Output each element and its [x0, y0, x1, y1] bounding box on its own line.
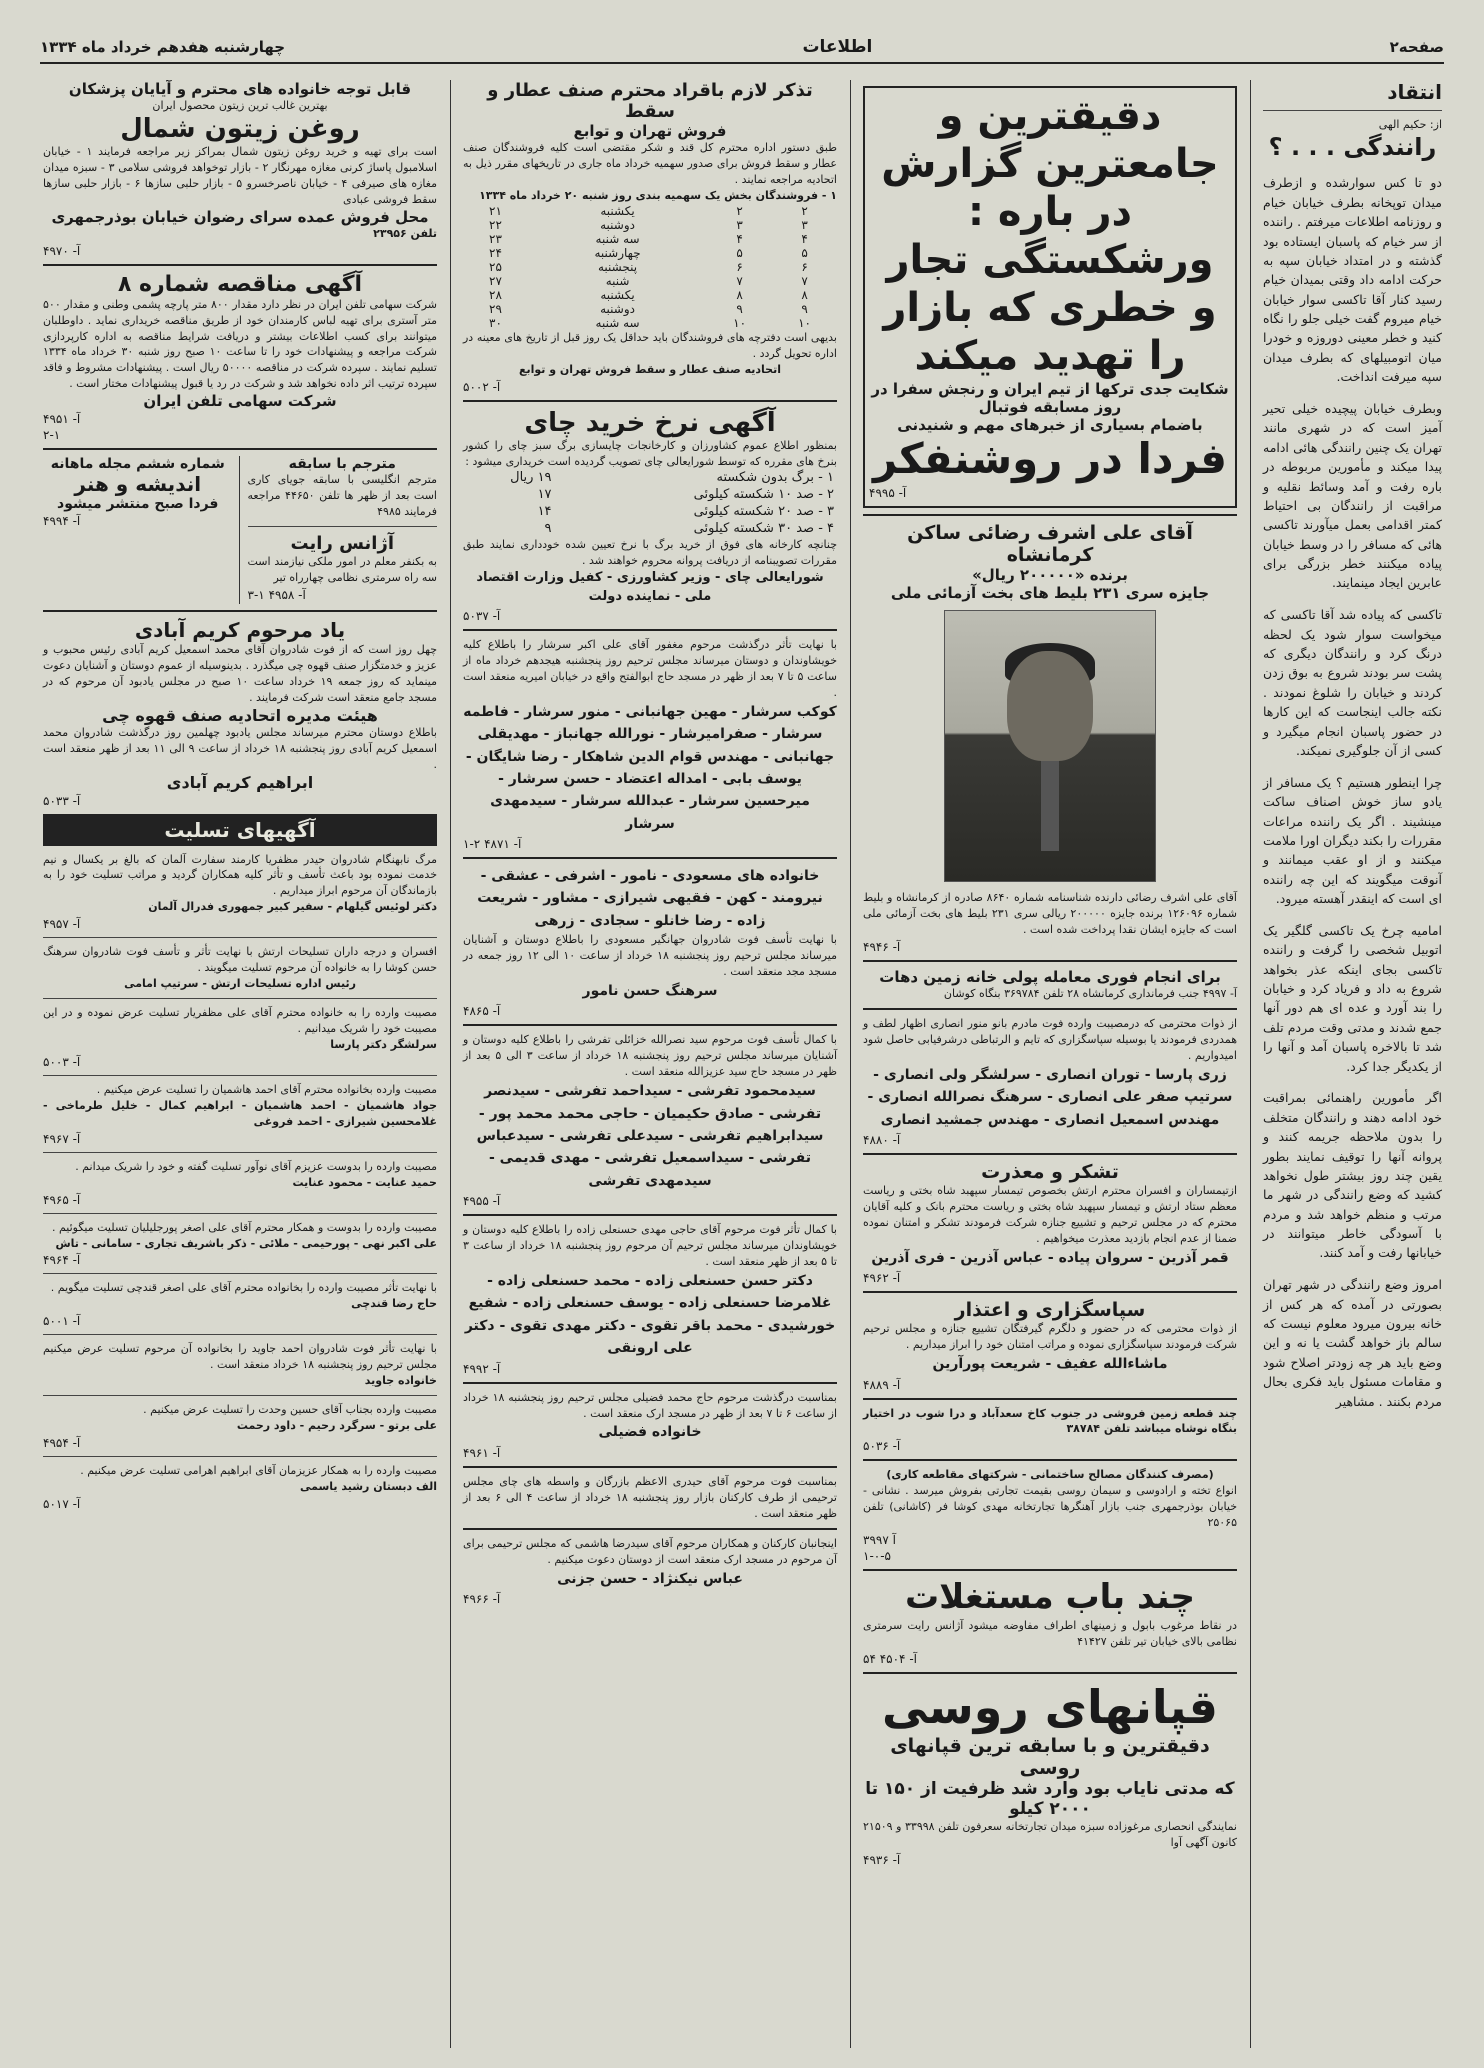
section-title: انتقاد	[1387, 80, 1442, 104]
lottery-caption: آقای علی اشرف رضائی دارنده شناسنامه شماره ۸۶۴۰ صادره از کرمانشاه و بلیط شماره ۱۲۶۰۹۶ برنده جایزه ۲۰۰۰۰۰ ریالی سری ۲۳۱ بلیط های بخت آزمائی ملی است که جایزه ایشان نقدا پرداخت شده است .	[863, 891, 1238, 937]
winner-photo	[944, 610, 1156, 882]
estate-title: چند باب مستغلات	[904, 1577, 1196, 1618]
scales-contact: نمایندگی انحصاری مرغوزاده سبزه میدان تجارتخانه سعرفون تلفن ۳۳۹۹۸ و ۲۱۵۰۹ کانون آگهی آوا	[863, 1820, 1237, 1849]
lottery-series: جایزه سری ۲۳۱ بلیط های بخت آزمائی ملی	[890, 584, 1210, 603]
condolence-text: با نهایت تأثر مصیبت وارده را بخانواده محترم آقای علی اصغر قندچی تسلیت میگویم .	[50, 1281, 437, 1295]
translator-title: مترجم با سابقه	[288, 456, 396, 473]
memorial-signature: ابراهیم کریم آبادی	[166, 772, 314, 792]
tea-signature: شورایعالی چای - وزیر کشاورزی - کفیل وزارت اقتصاد ملی - نماینده دولت	[476, 570, 824, 605]
ad-code: آ- ۴۵۰۴ ۵۴	[863, 1651, 917, 1666]
condolence-signature: دکتر لوئیس گیلهام - سفیر کبیر جمهوری فدرال آلمان	[148, 900, 437, 914]
obituary-names: سیدمحمود تفرشی - سیداحمد تفرشی - سیدنصر تفرشی - صادق حکیمیان - حاجی محمد محمد پور - سیدابراهیم تفرشی - سیدعلی تفرشی - سیدعباس تفرشی - سیداسمعیل تفرشی - مهدی قدیمی - سیدمهدی تفرشی	[476, 1083, 824, 1189]
tender-signature: شرکت سهامی تلفن ایران	[143, 392, 337, 411]
ad-footer: فردا در روشنفکر	[872, 434, 1228, 483]
tea-note: چنانچه کارخانه های فوق از خرید برگ با نرخ تعیین شده خودداری نمایند طبق مقررات تصویبنامه از دریافت پروانه محروم خواهند شد .	[463, 538, 837, 568]
obituary-text: بمناسبت فوت مرحوم آقای حیدری الاعظم بازرگان و واسطه های چای مجلس ترحیمی از طرف کارکنان بازار روز پنجشنبه ۱۸ خرداد از ساعت ۴ الی ۶ بعد از ظهر منعقد است .	[463, 1474, 837, 1520]
ad-code: آ- ۴۹۵۱	[43, 412, 81, 427]
olive-phone: تلفن ۲۳۹۵۶	[373, 226, 437, 240]
table-row: ۱۰ ۱۰ سه شنبه ۳۰	[489, 315, 811, 330]
column-rule	[450, 80, 451, 2048]
table-row: ۸ ۸ یکشنبه ۲۸	[489, 287, 808, 302]
subheadline: شکایت جدی ترکها از تیم ایران و رنجش سفرا در روز مسابقه فوتبال	[871, 380, 1229, 416]
sale-title: برای انجام فوری معامله پولی خانه زمین دهات	[879, 968, 1221, 987]
ad-code: آ- ۵۰۰۱	[43, 1314, 81, 1329]
condolence-text: مرگ نابهنگام شادروان حیدر مظفریا کارمند سفارت آلمان که بالغ بر یکسال و نیم خدمت نموده بود باعث تأسف و تأثر کلیه همکاران گردید و مراتب تسلیت خود را به بازماندگان آن مرحوم ابراز میداریم .	[43, 852, 437, 898]
condolence-text: مصیبت وارده را بدوست و همکار محترم آقای علی اصغر پورجلیلیان تسلیت میگوئیم .	[51, 1220, 437, 1234]
ad-code: آ- ۵۰۰۲	[463, 379, 501, 394]
table-row: ۱ - برگ بدون شکسته ۱۹ ریال	[510, 470, 834, 486]
estate-text: در نقاط مرغوب بابول و زمینهای اطراف مفاوضه میشود آژانس رایت سرمتری نظامی بالای خیابان تیر تلفن ۴۱۴۲۷	[863, 1618, 1237, 1648]
article-title: رانندگی . . . ؟	[1268, 132, 1437, 161]
tea-price-table	[463, 469, 837, 537]
ad-code: آ- ۴۹۹۲	[463, 1361, 501, 1376]
condolence-text: مصیبت وارده را به خانواده محترم آقای علی مظفریار تسلیت عرض نموده و در این مصیبت خود را شریک میدانیم .	[43, 1006, 437, 1035]
tender-text: شرکت سهامی تلفن ایران در نظر دارد مقدار ۸۰۰ متر پارچه پشمی وطنی و مقدار ۵۰۰ متر آستری برای تهیه لباس کارمندان خود از طریق مناقصه خریداری نماید . داوطلبان میتوانند برای کسب اطلاعات بیشتر و دریافت شرایط مناقصه به اداره کارپردازی شرکت مراجعه و پیشنهادات خود را تا ساعت ۱۰ صبح روز شنبه ۳۰ خرداد ماه ۱۳۳۴ تسلیم نمایند . سپرده شرکت در مناقصه ۵۰۰۰۰ ریال است . پیشنهادات مشروط و فاقد سپرده ترتیب اثر داده نخواهد شد و شرکت در رد یا قبول پیشنهادات مختار است .	[43, 297, 438, 391]
scales-text: که مدتی نایاب بود وارد شد ظرفیت از ۱۵۰ تا ۲۰۰۰ کیلو	[865, 1779, 1235, 1820]
agency-text: به بکنفر معلم در امور ملکی نیازمند است سه راه سرمتری نظامی چهارراه تیر	[247, 555, 437, 584]
column-critique	[1255, 80, 1450, 2048]
ad-code: آ- ۴۹۵۷	[43, 917, 81, 932]
table-row: ۳ - صد ۲۰ شکسته کیلوئی ۱۴	[537, 504, 834, 520]
translator-ad	[248, 456, 438, 604]
table-row: ۴ - صد ۳۰ شکسته کیلوئی ۹	[544, 521, 834, 537]
small-ads-row	[43, 456, 437, 604]
table-row: ۲ ۲ یکشنبه ۲۱	[489, 203, 808, 218]
table-row: ۴ ۴ سه شنبه ۲۳	[489, 231, 808, 246]
memorial-text: چهل روز است که از فوت شادروان آقای محمد اسمعیل کریم آبادی رئیس محبوب و عزیز و خدمتگزار صنف قهوه چی میگذرد . بدینوسیله از عموم دوستان و آشنایان دعوت مینماید که روز جمعه ۱۹ خرداد ساعت ۱۰ صبح در مجلس یادبود آن مرحوم که در مسجد جامع منعقد است شرکت فرمایند .	[43, 642, 437, 704]
ad-code: آ- ۴۹۳۶	[863, 1852, 901, 1867]
ad-code: آ- ۴۹۶۴	[43, 1253, 81, 1268]
rowshanfekr-ad	[863, 86, 1237, 508]
condolence-text: مصیبت وارده را به همکار عزیزمان آقای ابراهیم اهرامی تسلیت عرض میکنیم .	[80, 1464, 437, 1477]
ad-code: آ- ۵۰۳۷	[463, 609, 501, 623]
condolence-text: مصیبت وارده را بدوست عزیزم آقای نوآور تسلیت گفته و خود را شریک میدانم .	[75, 1159, 437, 1173]
headline: دقیقترین و جامعترین گزارش در باره : ورشکستگی تجار و خطری که بازار را تهدید میکند	[881, 93, 1219, 379]
ad-code: ۲-۱	[43, 428, 61, 443]
condolence-text: افسران و درجه داران تسلیحات ارتش با نهایت تأثر و تأسف فوت شادروان سرهنگ حسن کوشا را به خانواده آن مرحوم تسلیت میگویند .	[43, 945, 437, 975]
olive-title: قابل توجه خانواده های محترم و آیایان پزشکان	[68, 80, 412, 98]
issue-date: چهارشنبه هفدهم خرداد ماه ۱۳۳۴	[40, 38, 286, 56]
table-row: ۲ - صد ۱۰ شکسته کیلوئی ۱۷	[537, 487, 834, 503]
ad-code: آ- ۴۹۵۴	[43, 1436, 81, 1450]
thanks-names: زری پارسا - توران انصاری - سرلشگر ولی انصاری - سرتیپ صفر علی انصاری - سرهنگ نصرالله انصاری - مهندس اسمعیل انصاری - مهندس جمشید انصاری	[867, 1066, 1233, 1128]
olive-brand: روغن زیتون شمال	[120, 113, 360, 144]
memorial-title: یاد مرحوم کریم آبادی	[134, 617, 346, 642]
ad-code: آ- ۴۸۷۱ ۲-۱	[463, 837, 522, 852]
ad-code: آ- ۴۹۶۷	[43, 1131, 81, 1146]
paper-name: اطلاعات	[802, 37, 873, 57]
table-row: ۳ ۳ دوشنبه ۲۲	[489, 217, 808, 232]
obituary-signature: خانواده فضیلی	[598, 1424, 702, 1441]
tea-text: بمنظور اطلاع عموم کشاورزان و کارخانجات چایسازی برگ سبز چای را کشور بنرخ های مقرره که توسط شورایعالی چای تصویب گردیده است خریداری میشود :	[463, 438, 837, 468]
ad-code: آ- ۵۰۱۷	[43, 1496, 81, 1511]
article-paragraph: اگر مأمورین راهنمائی بمراقبت خود ادامه دهند و رانندگان متخلف را بدون ملاحظه جریمه کنند و پروانه آنها را توقیف نمایند بطور یقین چند روز بیشتر طول نخواهد کشید که وضع رانندگی در شهر ما مرتب و منظم خواهد شد و مردم با آسودگی خاطر میتوانند در خیابانها رفت و آمد کنند.	[1263, 1090, 1442, 1261]
obituary-names: کوکب سرشار - مهین جهانبانی - منور سرشار - فاطمه سرشار - صفرامیرشار - نورالله جهانباز - مهدیقلی جهانبانی - مهندس قوام الدین شاهکار - رضا شایگان - یوسف بابی - امداله اعتضاد - حسن سرشار - میرحسین سرشار - عبدالله سرشار - سیدمهدی سرشار	[463, 703, 837, 832]
materials-text: انواع تخته و ارادوسی و سیمان روسی بقیمت تجارتی بفروش میرسد . نشانی - خیابان بوذرجمهری جنب بازار آهنگرها تجارتخانه مهدی کوشا فر (کاشانی) تلفن ۲۵۰۶۵	[863, 1484, 1237, 1530]
condolence-signature: حاج رضا قندچی	[351, 1297, 437, 1311]
thanks-title: تشکر و معذرت	[981, 1161, 1119, 1184]
column-rule	[1250, 80, 1251, 2048]
ad-code: آ- ۴۸۶۵	[463, 1004, 501, 1019]
article-paragraph: تاکسی که پیاده شد آقا تاکسی که میخواست سوار شود یک لحظه درنگ کرد و رانندگان دیگری که پشت سر بودند شروع به بوق زدن کردند و خیابان را شلوغ نمودند . نکته جالب اینجاست که این کارها در حضور پاسبان انجام میگیرد و کسی از آن جلوگیری نمیکند.	[1263, 607, 1442, 758]
table-row: ۹ ۹ دوشنبه ۲۹	[489, 301, 808, 316]
olive-subtitle: بهترین غالب ترین زیتون محصول ایران	[152, 99, 328, 112]
olive-text: است برای تهیه و خرید روغن زیتون شمال بمراکز زیر مراجعه فرمایند ۱ - خیابان اسلامبول پاساژ کرنی مغازه مهرنگار ۲ - بازار توخواهد فروشی سلامی ۳ - سبزه میدان مغازه های صیرفی ۴ - خیابان ناصرخسرو ۵ - بازار حلبی سازها ۶ - بازار حلبی سازها سقط فروشی عبادی	[43, 144, 437, 206]
schedule-note: بدیهی است دفترچه های فروشندگان باید حداقل یک روز قبل از تاریخ های معینه در اداره تحویل گردد .	[463, 330, 837, 360]
column-ads-right	[855, 80, 1245, 2048]
column-ads-left	[35, 80, 445, 2048]
ad-code: آ- ۵۰۳۳	[43, 793, 81, 808]
condolence-signature: حمید عنایت - محمود عنایت	[292, 1175, 437, 1189]
reminder-subtitle: فروش تهران و توابع	[573, 122, 727, 140]
lottery-title: آقای علی اشرف رضائی ساکن کرمانشاه	[907, 522, 1193, 567]
obituary-text: با کمال تأسف فوت مرحوم سید نصرالله خزائلی تفرشی را باطلاع کلیه دوستان و آشنایان میرساند مجلس ترحیم روز پنجشنبه ۱۸ خرداد از ساعت ۳ الی ۵ بعد از ظهر در مسجد حاج سید عزیزالله منعقد است .	[463, 1033, 837, 1079]
schedule-table	[463, 204, 837, 330]
column-rule	[850, 80, 851, 2048]
obituary-signature: عباس نیکنژاد - حسن جزنی	[557, 1570, 743, 1587]
ad-code: آ- ۴۹۹۴	[43, 514, 81, 529]
lottery-prize: برنده «۲۰۰۰۰۰ ریال»	[972, 566, 1128, 585]
schedule-header: ۱ - فروشندگان بخش یک سهمیه بندی روز شنبه ۲۰ خرداد ماه ۱۳۳۴	[479, 188, 837, 202]
ad-code: آ- ۴۹۴۶	[863, 940, 901, 955]
ad-code: آ- ۴۹۶۲	[863, 1271, 901, 1286]
article-paragraph: امروز وضع رانندگی در شهر تهران بصورتی در آمده که هر کس از خانه بیرون میرود معلوم نیست که سالم باز خواهد گشت یا نه و این وضع باید هر چه زودتر اصلاح شود و مقامات مسئول باید فکری بحال مردم بکنند . مشاهیر	[1263, 1277, 1442, 1409]
ad-code: آ- ۴۹۷۰	[43, 243, 81, 258]
tender-title: آگهی مناقصه شماره ۸	[117, 271, 363, 297]
magazine-title: شماره ششم مجله ماهانه	[50, 456, 225, 473]
memorial-text: باطلاع دوستان محترم میرساند مجلس یادبود چهلمین روز درگذشت شادروان محمد اسمعیل کریم آبادی روز پنجشنبه ۱۸ خرداد از ساعت ۹ الی ۱۱ بعد از ظهر منعقد است .	[43, 725, 437, 771]
obituary-text: بمناسبت درگذشت مرحوم حاج محمد فضیلی مجلس ترحیم روز پنجشنبه ۱۸ خرداد از ساعت ۶ تا ۷ بعد از ظهر در مسجد ارک منعقد است .	[463, 1390, 837, 1420]
translator-text: مترجم انگلیسی با سابقه جویای کاری است بعد از ظهر ها تلفن ۴۴۶۵۰ مراجعه فرمایند ۴۹۸۵	[247, 473, 437, 519]
article-paragraph: دو تا کس سوارشده و ازطرف میدان توپخانه بطرف خیابان خیام و روزنامه اطلاعات میرفتم . راننده از سر خیام که پاسبان ایستاده بود گذشته و در امتداد خیابان سپه به حرکت ادامه داد وقتی بمیدان خیام رسید کنار آقا تاکسی سوار خیابان خیام میروم گفت خیلی جلو را نگاه کنید و خطر معینی دوروزه و خودرا میان اتومبیلهای که بطرف میدان سپه میرفت انداخت.	[1263, 175, 1442, 385]
thanks-names: ماشاءالله عفیف - شریعت پورآرین	[932, 1356, 1168, 1373]
magazine-ad	[43, 456, 240, 604]
olive-center: محل فروش عمده سرای رضوان خیابان بوذرجمهری	[51, 207, 429, 226]
condolence-signature: خانواده جاوید	[364, 1374, 437, 1388]
obituary-text: با کمال تأثر فوت مرحوم آقای حاجی مهدی حسنعلی زاده را باطلاع کلیه دوستان و خویشاوندان میرساند مجلس ترحیم آن مرحوم روز پنجشنبه ۱۸ خرداد از ساعت ۳ تا ۵ بعد از ظهر منعقد است .	[463, 1223, 837, 1269]
condolence-names: جواد هاشمیان - احمد هاشمیان - ابراهیم کمال - خلیل طرماخی - غلامحسین شیرازی - احمد فروغی	[43, 1098, 437, 1128]
scales-title: قپانهای روسی	[881, 1679, 1219, 1734]
thanks-text: ازتیمساران و افسران محترم ارتش بخصوص تیمسار سپهبد شاه بختی و ریاست معظم ستاد ارتش و تیمسار سپهبد شاه بختی و ریاست محترم بانک و کلیه آقایان محترم که در مجلس ترحیم و تشییع جنازه شرکت فرمودند تشکر و امتنان نموده ضمنا از عدم انجام بازدید معذرت میخواهیم .	[863, 1184, 1237, 1245]
ad-code: آ- ۴۹۵۵	[463, 1194, 501, 1209]
ad-code: آ- ۴۹۶۱	[463, 1445, 501, 1460]
condolence-text: مصیبت وارده بجناب آقای حسین وحدت را تسلیت عرض میکنیم .	[143, 1403, 437, 1417]
condolence-header: آگهیهای تسلیت	[43, 814, 437, 846]
reminder-title: تذکر لازم باقراد محترم صنف عطار و سقط	[487, 80, 813, 122]
author-byline: از: حکیم الهی	[1378, 118, 1442, 131]
article-paragraph: امامیه چرخ یک تاکسی گلگیر یک اتوبیل شخصی را گرفت و راننده تاکسی بجای اینکه عذر بخواهد شروع به داد و فریاد کرد و خیابان را بند آورد و عده ای هم دور آنها جمع شدند و مدتی وقت مردم تلف شد تا بالاخره پاسبان آمد و آنها را از یکدیگر جدا کرد.	[1263, 922, 1442, 1074]
column-notices-center	[455, 80, 845, 2048]
ad-code: آ- ۴۸۸۰	[863, 1133, 901, 1148]
obituary-text: با نهایت تأسف فوت شادروان جهانگیر مسعودی را باطلاع دوستان و آشنایان میرساند مجلس ترحیم روز پنجشنبه ۱۸ خرداد از ساعت ۱۰ الی ۱۲ روز جمعه در مسجد مجد منعقد است .	[463, 933, 838, 979]
sale-text: آ- ۴۹۹۷ جنب فرمانداری کرمانشاه ۲۸ تلفن ۳۶۹۷۸۴ بنگاه کوشان	[943, 987, 1237, 1001]
obituary-text: با نهایت تأثر درگذشت مرحوم مغفور آقای علی اکبر سرشار را باطلاع کلیه خویشاوندان و دوستان میرساند مجلس ترحیم روز پنجشنبه هیجدهم خرداد ماه از ساعت ۵ تا ۷ بعد از ظهر در مسجد حاج ابوالفتح واقع در خیابان امیریه منعقد است .	[463, 638, 837, 699]
thanks-names: قمر آذرین - سروان پیاده - عباس آذرین - فری آذرین	[871, 1249, 1229, 1266]
agency-title: آژانس رایت	[290, 533, 395, 555]
ad-code: آ- ۴۹۶۶	[463, 1591, 501, 1606]
ad-code: ۱-۰-۵	[863, 1549, 891, 1564]
article-paragraph: وبطرف خیابان پیچیده خیلی تحیر آمیز است که در شهری مانند تهران یک چنین رانندگی هائی ادامه پیدا میکند و مأمورین مربوطه در باره رفت و آمد وسائط نقلیه و مراقبت از رانندگان بی احتیاط کمتر اقدامی بعمل میآورند تاکسی هائی که مسافر را در وسط خیابان پیاده میکنند خطر بزرگی برای عابرین ایجاد مینمایند.	[1263, 401, 1442, 591]
condolence-text: با نهایت تأثر فوت شادروان احمد جاوید را بخانواده آن مرحوم تسلیت عرض میکنیم مجلس ترحیم روز پنجشنبه ۱۸ خرداد منعقد است .	[43, 1342, 437, 1372]
condolence-signature: سرلشگر دکتر پارسا	[330, 1037, 437, 1051]
page-number: صفحه۲	[1389, 38, 1444, 56]
obituary-text: اینجانبان کارکنان و همکاران مرحوم آقای سیدرضا هاشمی که مجلس ترحیمی برای آن مرحوم در مسجد ارک منعقد است از دوستان دعوت میکنیم .	[463, 1536, 837, 1566]
condolence-text: مصیبت وارده بخانواده محترم آقای احمد هاشمیان را تسلیت عرض میکنیم .	[96, 1082, 437, 1096]
obituary-signature: سرهنگ حسن نامور	[582, 983, 718, 1000]
ad-code: آ- ۴۹۹۵	[869, 486, 907, 501]
table-row: ۷ ۷ شنبه ۲۷	[489, 273, 808, 288]
ad-code: آ ۳۹۹۷	[863, 1533, 896, 1548]
obituary-names: دکتر حسن حسنعلی زاده - محمد حسنعلی زاده - غلامرضا حسنعلی زاده - یوسف حسنعلی زاده - شفیع خورشیدی - محمد باقر تقوی - دکتر مهدی تقوی - دکتر علی ارونقی	[464, 1273, 836, 1357]
condolence-signature: الف دبستان رشید یاسمی	[299, 1479, 437, 1493]
thanks-text: از ذوات محترمی که درمصیبت وارده فوت مادرم بانو منور انصاری اظهار لطف و همدردی فرمودند یا بوسیله سپاسگزاری که تایم و الرتباطی درشرفیابی حاصل شود امیدواریم .	[863, 1017, 1237, 1063]
schedule-signature: اتحادیه صنف عطار و سقط فروش تهران و توابع	[518, 362, 782, 376]
ad-code: آ- ۵۰۳۶	[863, 1439, 901, 1454]
ad-code: آ- ۴۹۶۵	[43, 1192, 81, 1207]
ad-code: آ- ۴۹۵۸ ۱-۳	[247, 587, 306, 602]
condolence-names: علی برتو - سرگرد رحیم - داود رحمت	[236, 1419, 437, 1433]
magazine-name: اندیشه و هنر	[74, 472, 202, 497]
tea-title: آگهی نرخ خرید چای	[524, 407, 776, 438]
land-ad: چند قطعه زمین فروشی در جنوب کاخ سعدآباد و درا شوب در اختیار بنگاه نوشاه میباشد تلفن ۳۸۷۸۴	[863, 1406, 1237, 1436]
obituary-families: خانواده های مسعودی - نامور - اشرفی - عشقی - نیرومند - کهن - فقیهی شیرازی - مشاور - شریعت زاده - رضا خانلو - سجادی - زرهی	[477, 868, 823, 929]
article-paragraph: چرا اینطور هستیم ؟ یک مسافر از یادو ساز خوش اصناف ساکت مینشیند . اگر یک راننده مراعات مقررات را بکند دیگران اورا ملامت میکنند و از او عقب میمانند و آنوقت میگویند که این چه راننده ای است که اینقدر آهسته میرود.	[1263, 774, 1442, 907]
ad-code: آ- ۵۰۰۳	[43, 1054, 81, 1069]
memorial-signature: هیئت مدیره اتحادیه صنف قهوه چی	[102, 705, 378, 725]
masthead	[40, 32, 1444, 64]
table-row: ۶ ۶ پنجشنبه ۲۵	[489, 259, 808, 274]
ad-code: آ- ۴۸۸۹	[863, 1377, 901, 1392]
condolence-signature: رئیس اداره تسلیحات ارتش - سرتیپ امامی	[124, 977, 356, 991]
thanks-text: از ذوات محترمی که در حضور و دلگرم گیرفتگان تشییع جنازه و مجلس ترحیم شرکت فرمودند سپاسگزاری نموده و مراتب امتنان خود را ابراز میداریم .	[863, 1322, 1237, 1352]
condolence-names: علی اکبر نهی - پورحیمی - ملائی - ذکر باشریف تجاری - سامانی - تاش	[55, 1236, 437, 1250]
scales-subtitle: دقیقترین و با سابقه ترین قپانهای روسی	[890, 1735, 1210, 1780]
materials-title: (مصرف کنندگان مصالح ساختمانی - شرکتهای مقاطعه کاری)	[886, 1468, 1214, 1482]
subheadline: باضمام بسیاری از خبرهای مهم و شنیدنی	[897, 416, 1203, 434]
table-row: ۵ ۵ چهارشنبه ۲۴	[489, 245, 808, 260]
thanks-title: سپاسگزاری و اعتذار	[954, 1299, 1146, 1322]
reminder-text: طبق دستور اداره محترم کل قند و شکر مقتضی است کلیه فروشندگان صنف عطار و سقط فروش برای صدور سهمیه خرداد ماه جاری در تاریخهای مقرر ذیل به اتحادیه مراجعه نمایند .	[463, 141, 837, 186]
magazine-subtitle: فردا صبح منتشر میشود	[57, 496, 219, 513]
